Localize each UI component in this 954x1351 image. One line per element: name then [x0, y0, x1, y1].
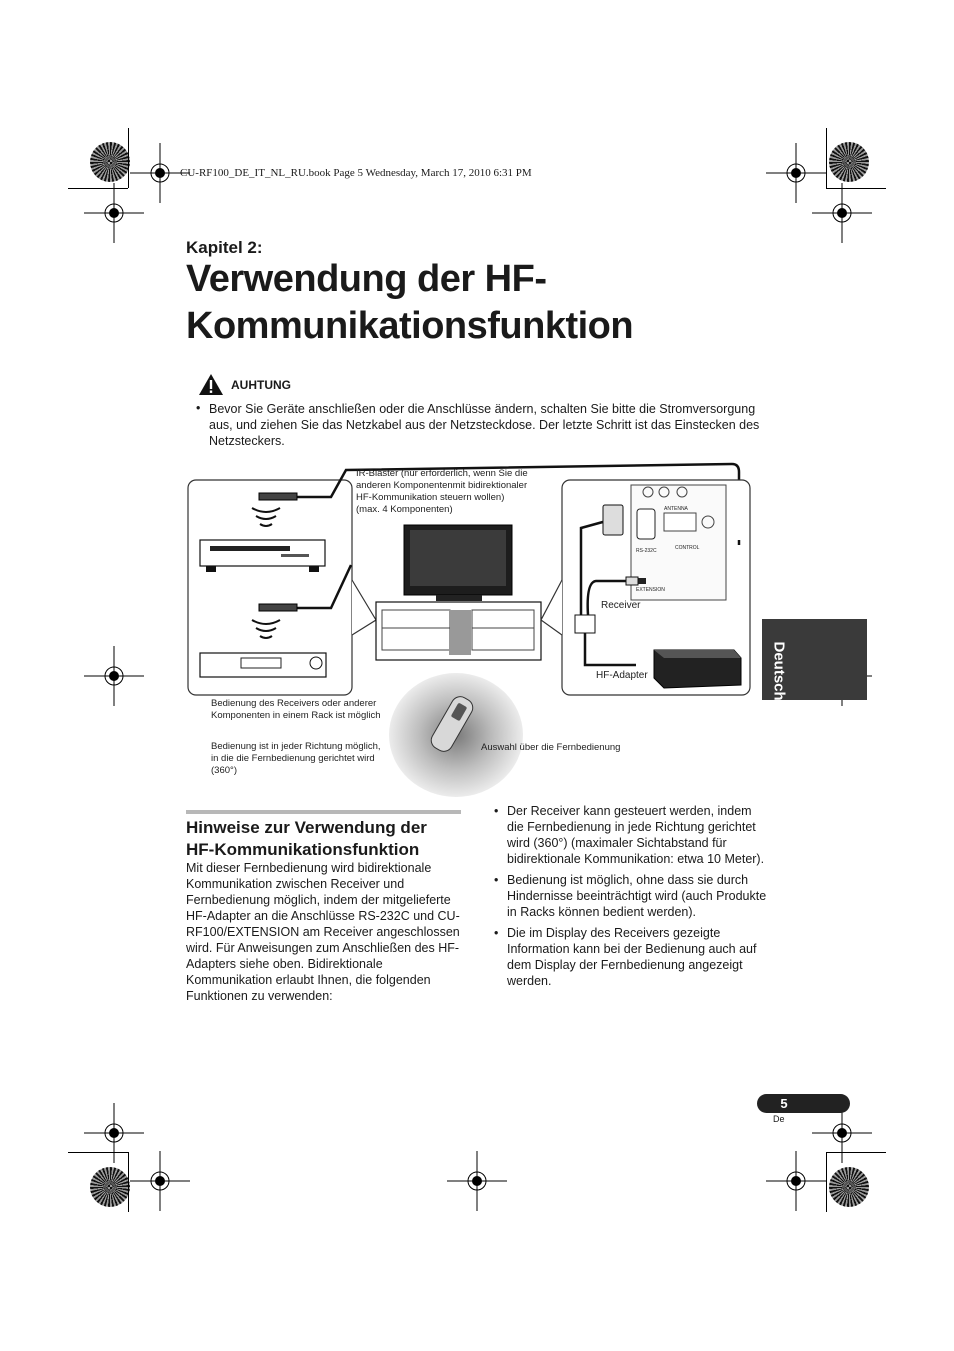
y-connector — [575, 615, 595, 633]
hf-adapter-label: HF-Adapter — [596, 670, 648, 681]
chapter-title-line: Verwendung der HF- — [186, 258, 547, 300]
language-tab-label: Deutsch — [770, 641, 788, 701]
chapter-title — [186, 256, 786, 350]
color-rosette-mark — [829, 1167, 869, 1207]
connection-diagram — [186, 460, 756, 805]
section-heading-line: Hinweise zur Verwendung der — [186, 818, 427, 837]
list-item-text: Bedienung ist möglich, ohne dass sie durch Hindernisse beeinträchtigt wird (auch Produkte in Racks können bedient werden). — [507, 873, 767, 919]
warning-triangle-icon — [198, 373, 224, 396]
bullet-dot: • — [494, 873, 499, 887]
section-rule — [186, 810, 461, 814]
direction-note: Bedienung ist in jeder Richtung möglich, — [211, 741, 381, 752]
panel-label: EXTENSION — [636, 587, 665, 593]
section-body: Mit dieser Fernbedienung wird bidirektionale Kommunikation zwischen Receiver und Fernbedienung möglich, indem der mitgelieferte HF-Adapter an die Anschlüsse RS-232C und CU-RF100/EXTENSION am Receiver angeschlossen wird. Für Anweisungen zum Anschließen des HF-Adapters siehe oben. Bidirektionale Kommunikation erlaubt Ihnen, die folgenden Funktionen zu verwenden: — [186, 861, 460, 1003]
list-item — [494, 872, 769, 920]
caution-heading: AUHTUNG — [231, 378, 291, 392]
section-heading-line: HF-Kommunikationsfunktion — [186, 840, 420, 859]
feature-list — [494, 803, 769, 994]
disc-player — [200, 540, 325, 566]
ir-blaster-label: HF-Kommunikation steuern wollen) — [356, 492, 505, 503]
bullet-dot: • — [494, 804, 499, 818]
rs232-plug — [603, 505, 623, 535]
color-rosette-mark — [90, 142, 130, 182]
color-rosette-mark — [829, 142, 869, 182]
registration-mark — [447, 1151, 507, 1211]
panel-label: CONTROL — [675, 545, 700, 551]
page-number: 5 — [780, 1096, 788, 1111]
registration-mark — [812, 183, 872, 243]
rack-note: Komponenten in einem Rack ist möglich — [211, 710, 381, 721]
direction-note: in die die Fernbedienung gerichtet wird — [211, 753, 375, 764]
panel-label: RS-232C — [636, 548, 657, 554]
list-item — [494, 803, 769, 867]
bullet-dot: • — [494, 926, 499, 940]
print-header: CU-RF100_DE_IT_NL_RU.book Page 5 Wednesday, March 17, 2010 6:31 PM — [180, 167, 532, 179]
registration-mark — [84, 183, 144, 243]
trim-line — [128, 128, 129, 188]
section-heading — [186, 817, 486, 861]
ir-blaster-label: (max. 4 Komponenten) — [356, 504, 453, 515]
ir-blaster-label: IR-Blaster (nur erforderlich, wenn Sie die — [356, 468, 528, 479]
color-rosette-mark — [90, 1167, 130, 1207]
trim-line — [826, 128, 827, 188]
registration-mark — [84, 646, 144, 706]
direction-note: (360°) — [211, 765, 237, 776]
registration-mark — [130, 1151, 190, 1211]
bullet-dot: • — [196, 401, 201, 415]
rack-note: Bedienung des Receivers oder anderer — [211, 698, 377, 709]
list-item-text: Die im Display des Receivers gezeigte Information kann bei der Bedienung auch auf dem Display der Fernbedienung angezeigt werden. — [507, 926, 757, 988]
list-item-text: Der Receiver kann gesteuert werden, indem die Fernbedienung in jede Richtung gerichtet wird (360°) (maximaler Sichtabstand für bidirektionale Kommunikation: etwa 10 Meter). — [507, 804, 765, 866]
panel-label: ANTENNA — [664, 506, 688, 512]
ir-blaster-label: anderen Komponentenmit bidirektionaler — [356, 480, 528, 491]
page-language-code: De — [773, 1114, 785, 1124]
registration-mark — [766, 1151, 826, 1211]
receiver-label: Receiver — [601, 600, 641, 611]
ir-blaster-emitter — [259, 604, 297, 611]
list-item — [494, 925, 769, 989]
ir-blaster-emitter — [259, 493, 297, 500]
chapter-label: Kapitel 2: — [186, 238, 263, 257]
chapter-title-line: Kommunikationsfunktion — [186, 305, 634, 347]
remote-select-label: Auswahl über die Fernbedienung — [481, 742, 621, 753]
caution-text: Bevor Sie Geräte anschließen oder die Anschlüsse ändern, schalten Sie bitte die Stromversorgung aus, und ziehen Sie das Netzkabel aus der Netzsteckdose. Der letzte Schritt ist das Einstecken des Netzsteckers. — [209, 402, 760, 448]
